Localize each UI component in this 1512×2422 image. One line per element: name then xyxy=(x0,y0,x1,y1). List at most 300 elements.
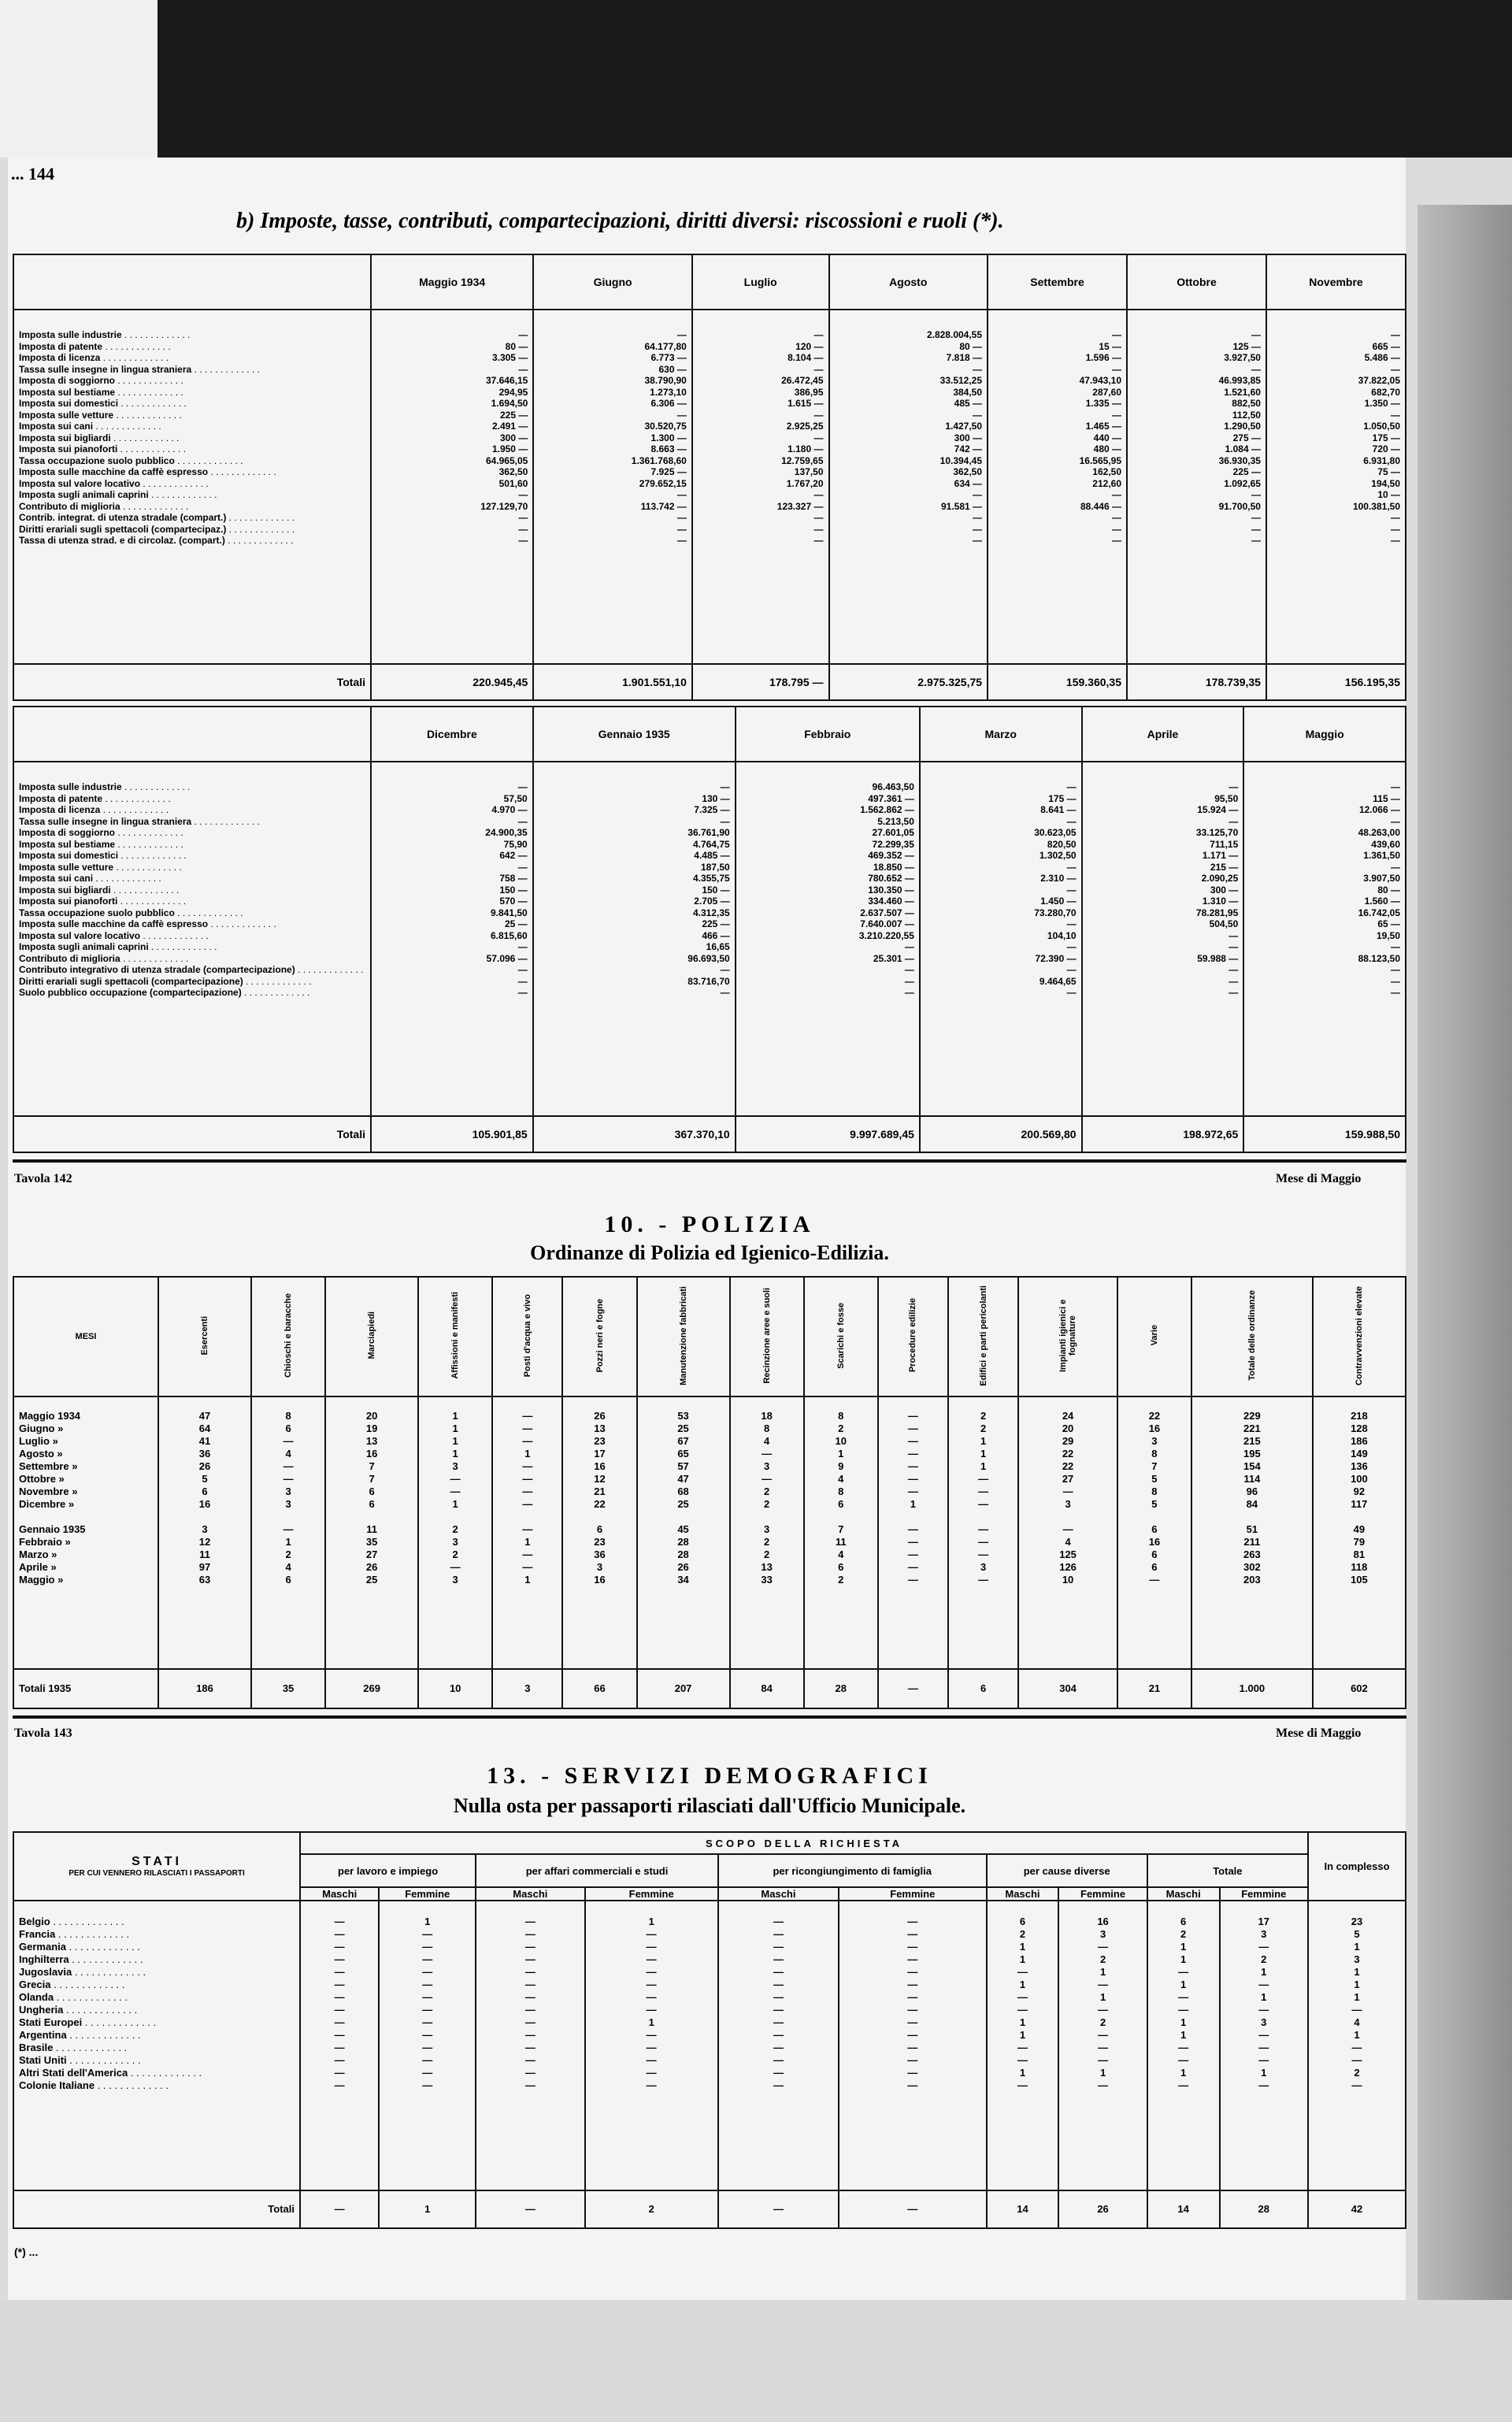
tax-label: Imposta sui cani . . . xyxy=(19,421,365,432)
value-cell: 175 — xyxy=(1048,792,1077,804)
sex-header-female: Femmine xyxy=(1220,1887,1308,1901)
value-cell: 104,10 xyxy=(1047,929,1077,941)
month-values-column xyxy=(1243,762,1406,1116)
value-cell: 362,50 xyxy=(498,466,528,477)
value-cell: 5 xyxy=(1151,1498,1158,1510)
value-cell: 1.171 — xyxy=(1202,850,1239,861)
divider xyxy=(13,1159,1406,1163)
value-cell: 16 xyxy=(1148,1422,1161,1434)
value-cell: 3 xyxy=(1099,1928,1106,1940)
stati-subtitle: PER CUI VENNERO RILASCIATI I PASSAPORTI xyxy=(69,1869,245,1878)
value-cell xyxy=(1123,1511,1186,1523)
value-cell: 384,50 xyxy=(953,386,983,398)
month-label: Ottobre » xyxy=(19,1473,65,1485)
value-cell: 6 xyxy=(369,1485,375,1497)
value-cell: 8.663 — xyxy=(650,443,687,454)
value-cell: — xyxy=(1228,975,1239,987)
passport-total: — xyxy=(839,2190,987,2228)
polizia-title: 10. - POLIZIA xyxy=(604,1211,815,1237)
tax-label: Imposta di patente . . . xyxy=(19,341,365,353)
value-cell: 2.491 — xyxy=(491,421,528,432)
value-cell: — xyxy=(973,363,983,375)
value-cell: — xyxy=(422,1991,433,2003)
value-cell: 362,50 xyxy=(953,466,983,477)
value-cell: 1 xyxy=(452,1448,458,1460)
value-cell: — xyxy=(334,2016,345,2028)
sex-header-female: Femmine xyxy=(379,1887,476,1901)
value-cell: — xyxy=(907,1966,918,1978)
value-cell: — xyxy=(1258,1941,1269,1953)
value-cell: 3 xyxy=(980,1561,987,1573)
month-values-column xyxy=(1266,310,1406,664)
value-cell: — xyxy=(907,1473,918,1485)
value-cell: — xyxy=(524,1979,536,1990)
value-cell: 2 xyxy=(1099,1953,1106,1965)
ordinance-type-header xyxy=(730,1277,804,1396)
passport-total: — xyxy=(476,2190,584,2228)
value-cell: — xyxy=(646,2067,657,2079)
value-cell: 11 xyxy=(835,1536,847,1548)
value-cell xyxy=(643,1511,724,1523)
tavola-142-month: Mese di Maggio xyxy=(1276,1172,1362,1185)
value-cell: — xyxy=(334,1991,345,2003)
month-total: 2.975.325,75 xyxy=(829,664,988,700)
value-cell: 137,50 xyxy=(794,466,824,477)
tax-label: Imposta sulle macchine da caffè espresso . . . xyxy=(19,466,365,478)
passport-total: 28 xyxy=(1220,2190,1308,2228)
value-cell: — xyxy=(1391,535,1400,546)
value-cell xyxy=(164,1511,246,1523)
value-cell: 1 xyxy=(1019,2029,1026,2041)
value-cell: — xyxy=(1391,409,1400,421)
value-cell: 1 xyxy=(980,1448,987,1460)
value-cell: — xyxy=(646,1941,657,1953)
value-cell xyxy=(1197,1511,1307,1523)
value-cell: — xyxy=(907,1561,918,1573)
value-cell: 3.927,50 xyxy=(1224,352,1261,363)
value-cell: — xyxy=(773,1953,784,1965)
value-cell: — xyxy=(646,2054,657,2066)
value-cell: — xyxy=(524,1941,536,1953)
value-cell: 485 — xyxy=(954,398,983,409)
value-cell: 16 xyxy=(1148,1536,1161,1548)
value-cell: — xyxy=(773,1991,784,2003)
value-cell: 1 xyxy=(1180,1979,1187,1990)
value-cell: 1.092,65 xyxy=(1224,477,1261,489)
value-cell: — xyxy=(676,523,687,535)
value-cell: 7.925 — xyxy=(650,466,687,477)
value-cell: — xyxy=(517,975,528,987)
month-header: Agosto xyxy=(829,254,988,310)
value-cell: 1.521,60 xyxy=(1224,386,1261,398)
value-cell: — xyxy=(1251,363,1261,375)
sex-header-female: Femmine xyxy=(839,1887,987,1901)
value-cell: 75 — xyxy=(1377,466,1400,477)
value-cell: 45 xyxy=(677,1523,689,1535)
value-cell: — xyxy=(1228,964,1239,975)
value-cell: — xyxy=(517,815,528,827)
tax-label: Imposta sui cani . . . xyxy=(19,873,365,885)
ordinance-type-header xyxy=(492,1277,562,1396)
value-cell: 882,50 xyxy=(1232,398,1261,409)
value-cell: 8 xyxy=(1151,1485,1158,1497)
value-cell: — xyxy=(334,1928,345,1940)
value-cell: 4 xyxy=(1065,1536,1071,1548)
value-cell: — xyxy=(978,1473,989,1485)
value-cell: — xyxy=(646,1991,657,2003)
value-cell: 149 xyxy=(1351,1448,1368,1460)
value-cell: 2 xyxy=(980,1410,987,1422)
passport-total: 42 xyxy=(1308,2190,1406,2228)
ordinance-type-label: Contravvenzioni elevate xyxy=(1354,1285,1364,1385)
sex-header-female: Femmine xyxy=(1058,1887,1147,1901)
value-cell: 300 — xyxy=(499,432,528,443)
value-cell: — xyxy=(907,1410,918,1422)
value-cell: — xyxy=(422,2016,433,2028)
value-cell: 7 xyxy=(369,1460,375,1472)
value-cell: 91.581 — xyxy=(940,500,983,512)
value-cell: — xyxy=(334,1941,345,1953)
value-cell: 2 xyxy=(838,1422,844,1434)
value-cell: 211 xyxy=(1243,1536,1261,1548)
tax-label: Imposta sui domestici . . . xyxy=(19,398,365,410)
value-cell: — xyxy=(1251,329,1261,340)
ordinance-type-header xyxy=(1117,1277,1191,1396)
value-cell: 1 xyxy=(1354,2029,1360,2041)
value-cell: — xyxy=(973,512,983,523)
ordinance-values-column xyxy=(948,1396,1018,1669)
polizia-subtitle: Ordinanze di Polizia ed Igienico-Edilizia. xyxy=(530,1241,889,1264)
value-cell: 2.925,25 xyxy=(786,421,824,432)
value-cell: — xyxy=(1098,2029,1109,2041)
value-cell: 37.822,05 xyxy=(1358,375,1400,386)
tax-label: Imposta di licenza . . . xyxy=(19,352,365,364)
ordinance-values-column xyxy=(878,1396,948,1669)
month-header: Luglio xyxy=(692,254,829,310)
value-cell: 25 xyxy=(677,1422,689,1434)
value-cell: — xyxy=(907,1549,918,1560)
month-label: Giugno » xyxy=(19,1422,64,1434)
value-cell: — xyxy=(517,781,528,792)
value-cell: 1 xyxy=(1019,2067,1026,2079)
value-cell: 2 xyxy=(1099,2016,1106,2028)
value-cell: — xyxy=(524,2042,536,2053)
value-cell: 1.465 — xyxy=(1085,421,1121,432)
month-total: 367.370,10 xyxy=(533,1116,736,1152)
value-cell: — xyxy=(646,2029,657,2041)
value-cell: 1 xyxy=(524,1448,531,1460)
month-label: Luglio » xyxy=(19,1435,58,1447)
value-cell: 3 xyxy=(1261,1928,1267,1940)
value-cell: — xyxy=(813,363,824,375)
value-cell: — xyxy=(1391,815,1400,827)
value-cell: 38.790,90 xyxy=(644,375,687,386)
value-cell: — xyxy=(1391,523,1400,535)
tax-label: Tassa occupazione suolo pubblico . . . xyxy=(19,907,365,919)
month-values-column xyxy=(371,310,533,664)
value-cell: 130 — xyxy=(702,792,730,804)
value-cell: 23 xyxy=(594,1435,606,1447)
month-label: Aprile » xyxy=(19,1561,57,1573)
ordinance-type-label: Posti d'acqua e vivo xyxy=(522,1293,532,1378)
value-cell: — xyxy=(1178,1966,1189,1978)
value-cell: 1.450 — xyxy=(1040,896,1077,907)
ordinance-values-column xyxy=(804,1396,878,1669)
value-cell: — xyxy=(907,1523,918,1535)
value-cell: — xyxy=(1391,363,1400,375)
value-cell: 23 xyxy=(594,1536,606,1548)
value-cell: 225 — xyxy=(1232,466,1261,477)
value-cell: 78.281,95 xyxy=(1195,907,1239,918)
value-cell: 4.485 — xyxy=(694,850,730,861)
value-cell: — xyxy=(907,1448,918,1460)
passport-values-column xyxy=(585,1901,718,2190)
value-cell: — xyxy=(1178,2042,1189,2053)
value-cell: 6 xyxy=(1019,1916,1026,1927)
value-cell: — xyxy=(522,1460,533,1472)
value-cell: — xyxy=(1062,1485,1073,1497)
scan-bottom-margin xyxy=(0,2300,1512,2422)
value-cell: — xyxy=(1391,861,1400,873)
ordinance-values-column xyxy=(1117,1396,1191,1669)
value-cell: — xyxy=(422,1966,433,1978)
value-cell: 1 xyxy=(524,1574,531,1586)
value-cell: — xyxy=(524,2067,536,2079)
value-cell: — xyxy=(1112,512,1121,523)
value-cell: 225 — xyxy=(702,918,730,929)
value-cell: 20 xyxy=(1062,1422,1074,1434)
tax-label: Imposta sul valore locativo . . . xyxy=(19,930,365,942)
taxes-table-part1 xyxy=(13,254,1406,701)
ordinance-type-label: Esercenti xyxy=(200,1315,209,1356)
value-cell: 22 xyxy=(1062,1460,1074,1472)
month-header: Maggio xyxy=(1243,707,1406,762)
ordinance-total: 1.000 xyxy=(1191,1669,1313,1708)
ordinance-type-header xyxy=(251,1277,325,1396)
passport-values-column xyxy=(1058,1901,1147,2190)
value-cell: 1.694,50 xyxy=(491,398,528,409)
tax-label: Contrib. integrat. di utenza stradale (compart.) . . . xyxy=(19,512,365,524)
tax-label: Imposta sulle vetture . . . xyxy=(19,862,365,873)
value-cell: — xyxy=(907,1460,918,1472)
tax-label: Imposta sulle industrie . . . xyxy=(19,781,365,793)
value-cell: — xyxy=(1258,2004,1269,2016)
tax-label: Imposta sul bestiame . . . xyxy=(19,839,365,851)
value-cell: 16.565,95 xyxy=(1079,454,1121,466)
value-cell: — xyxy=(1112,535,1121,546)
value-cell: 1 xyxy=(1019,1979,1026,1990)
value-cell: 26 xyxy=(365,1561,378,1573)
value-cell: 1 xyxy=(1354,1979,1360,1990)
value-cell: — xyxy=(1098,2054,1109,2066)
value-cell: — xyxy=(522,1498,533,1510)
ordinance-total: 6 xyxy=(948,1669,1018,1708)
sex-header-male: Maschi xyxy=(718,1887,839,1901)
ordinance-values-column xyxy=(492,1396,562,1669)
state-label: Stati Uniti . . . xyxy=(19,2054,295,2067)
value-cell: — xyxy=(334,2042,345,2053)
value-cell: 72.390 — xyxy=(1035,952,1077,964)
ordinance-total: 3 xyxy=(492,1669,562,1708)
ordinance-type-label: Totale delle ordinanze xyxy=(1247,1290,1257,1381)
value-cell: — xyxy=(518,535,528,546)
tax-label: Imposta sui domestici . . . xyxy=(19,850,365,862)
value-cell: 33.512,25 xyxy=(939,375,983,386)
value-cell: — xyxy=(907,1979,918,1990)
value-cell: 64 xyxy=(198,1422,211,1434)
value-cell: 33 xyxy=(761,1574,773,1586)
tax-label-column xyxy=(13,310,371,664)
scan-dark-border xyxy=(0,0,1512,158)
value-cell: 75,90 xyxy=(503,838,528,850)
value-cell: 300 — xyxy=(954,432,983,443)
value-cell: 41 xyxy=(198,1435,211,1447)
value-cell: 1 xyxy=(1261,1991,1267,2003)
value-cell: — xyxy=(1251,535,1261,546)
value-cell: — xyxy=(524,1953,536,1965)
value-cell xyxy=(568,1511,631,1523)
value-cell: 3.305 — xyxy=(491,352,528,363)
value-cell: — xyxy=(1258,2079,1269,2091)
value-cell: — xyxy=(334,2067,345,2079)
tax-label: Contributo di miglioria . . . xyxy=(19,953,365,965)
state-label: Inghilterra . . . xyxy=(19,1953,295,1966)
value-cell: 10 xyxy=(1062,1574,1074,1586)
value-cell: 9.841,50 xyxy=(490,907,528,918)
value-cell xyxy=(810,1511,873,1523)
value-cell: — xyxy=(422,1953,433,1965)
ordinance-type-label: Recinzione aree e suoli xyxy=(762,1287,772,1384)
value-cell: 10.394,45 xyxy=(939,454,983,466)
value-cell: 16 xyxy=(365,1448,378,1460)
ordinance-type-label: Procedure edilizie xyxy=(908,1298,918,1373)
value-cell: 3 xyxy=(452,1574,458,1586)
value-cell: — xyxy=(762,1473,773,1485)
ordinance-type-header xyxy=(804,1277,878,1396)
value-cell: — xyxy=(762,1448,773,1460)
ordinance-type-header xyxy=(637,1277,730,1396)
value-cell: 57.096 — xyxy=(486,952,528,964)
value-cell: 16 xyxy=(1097,1916,1109,1927)
value-cell: 2 xyxy=(1354,2067,1360,2079)
value-cell: — xyxy=(1178,2054,1189,2066)
totals-label: Totali xyxy=(13,2190,300,2228)
value-cell: 186 xyxy=(1351,1435,1368,1447)
value-cell: — xyxy=(1391,781,1400,792)
ordinance-values-column xyxy=(1191,1396,1313,1669)
value-cell: 1.350 — xyxy=(1364,398,1400,409)
value-cell: 1 xyxy=(1099,2067,1106,2079)
month-total: 1.901.551,10 xyxy=(533,664,692,700)
value-cell: — xyxy=(1066,884,1077,896)
value-cell: 7 xyxy=(369,1473,375,1485)
value-cell: — xyxy=(422,2029,433,2041)
value-cell: — xyxy=(522,1523,533,1535)
value-cell: — xyxy=(1062,1523,1073,1535)
value-cell: 2.310 — xyxy=(1040,873,1077,884)
value-cell: 26.472,45 xyxy=(781,375,824,386)
passport-values-column xyxy=(1147,1901,1220,2190)
month-header: Maggio 1934 xyxy=(371,254,533,310)
demografici-title: 13. - SERVIZI DEMOGRAFICI xyxy=(487,1763,932,1789)
value-cell: 12.759,65 xyxy=(781,454,824,466)
value-cell: — xyxy=(1066,861,1077,873)
state-label: Altri Stati dell'America . . . xyxy=(19,2067,295,2079)
stati-title: STATI xyxy=(132,1855,182,1868)
value-cell: 37.646,15 xyxy=(485,375,528,386)
value-cell: 15.924 — xyxy=(1197,804,1239,815)
value-cell: — xyxy=(334,2054,345,2066)
value-cell: 480 — xyxy=(1093,443,1121,454)
value-cell: — xyxy=(907,1422,918,1434)
value-cell: 4 xyxy=(838,1473,844,1485)
value-cell: — xyxy=(1066,815,1077,827)
value-cell: — xyxy=(1251,512,1261,523)
month-label xyxy=(19,1511,153,1523)
value-cell: — xyxy=(1228,987,1239,998)
value-cell: 65 — xyxy=(1377,918,1400,929)
value-cell: — xyxy=(1066,987,1077,998)
value-cell: 275 — xyxy=(1232,432,1261,443)
value-cell: 24.900,35 xyxy=(485,827,528,838)
value-cell: — xyxy=(1066,941,1077,952)
month-label: Agosto » xyxy=(19,1448,63,1460)
value-cell: — xyxy=(973,489,983,500)
value-cell: — xyxy=(522,1435,533,1447)
tax-label: Suolo pubblico occupazione (compartecipazione) . . . xyxy=(19,987,365,999)
ordinance-type-header xyxy=(418,1277,492,1396)
value-cell: — xyxy=(334,1916,345,1927)
value-cell: — xyxy=(773,1928,784,1940)
value-cell: — xyxy=(813,329,824,340)
value-cell: — xyxy=(978,1549,989,1560)
value-cell: — xyxy=(517,941,528,952)
month-total: 159.988,50 xyxy=(1243,1116,1406,1152)
ordinance-values-column xyxy=(730,1396,804,1669)
month-values-column xyxy=(988,310,1127,664)
ordinance-type-header xyxy=(1313,1277,1406,1396)
value-cell: — xyxy=(518,489,528,500)
value-cell: 6 xyxy=(1151,1523,1158,1535)
value-cell: — xyxy=(646,2079,657,2091)
tavola-143-month: Mese di Maggio xyxy=(1276,1727,1362,1740)
value-cell: 2 xyxy=(764,1498,770,1510)
tax-label: Contributo di miglioria . . . xyxy=(19,501,365,513)
month-header: Marzo xyxy=(920,707,1082,762)
value-cell: 22 xyxy=(594,1498,606,1510)
value-cell: 820,50 xyxy=(1047,838,1077,850)
value-cell: — xyxy=(1017,1991,1028,2003)
value-cell: — xyxy=(517,861,528,873)
value-cell: 125 xyxy=(1059,1549,1077,1560)
value-cell: 386,95 xyxy=(794,386,824,398)
value-cell: — xyxy=(517,987,528,998)
passport-total: — xyxy=(300,2190,379,2228)
value-cell: 26 xyxy=(198,1460,211,1472)
month-header: Novembre xyxy=(1266,254,1406,310)
value-cell: — xyxy=(1258,2042,1269,2053)
ordinance-type-header xyxy=(1191,1277,1313,1396)
state-label: Ungheria . . . xyxy=(19,2004,295,2016)
value-cell: 8 xyxy=(838,1410,844,1422)
value-cell: 3 xyxy=(1065,1498,1071,1510)
value-cell: — xyxy=(773,2067,784,2079)
month-label: Gennaio 1935 xyxy=(19,1523,86,1535)
value-cell: 195 xyxy=(1243,1448,1261,1460)
value-cell: — xyxy=(1178,2079,1189,2091)
value-cell: 16.742,05 xyxy=(1358,907,1400,918)
month-label: Marzo » xyxy=(19,1549,57,1560)
